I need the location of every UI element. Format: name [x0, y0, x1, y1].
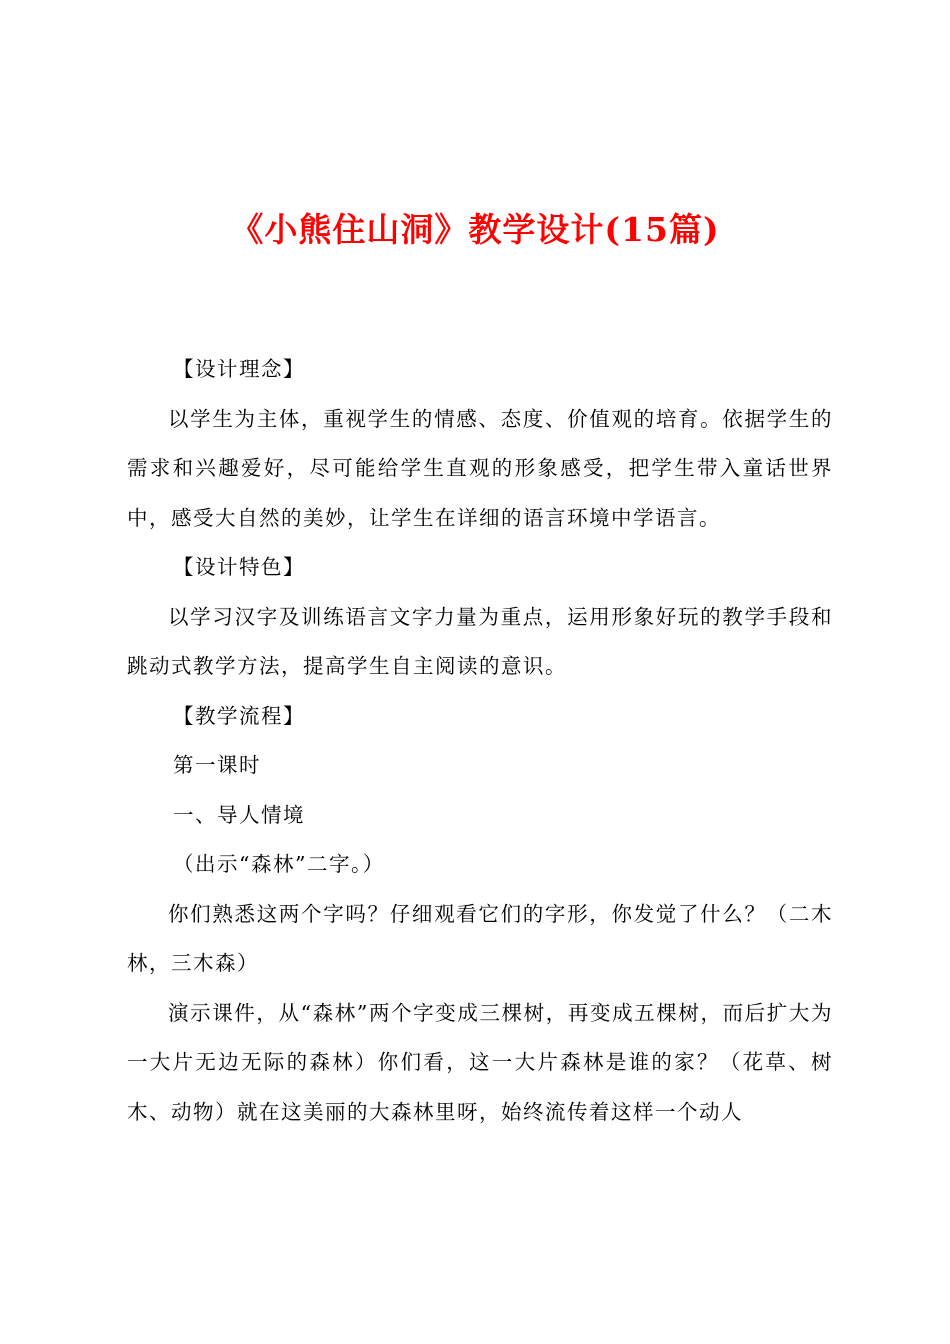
design-features-paragraph: 以学习汉字及训练语言文字力量为重点，运用形象好玩的教学手段和跳动式教学方法，提高学生自主阅读的意识。 — [127, 604, 833, 678]
step-one-label: 一、导人情境 — [173, 802, 305, 827]
design-concept-paragraph: 以学生为主体，重视学生的情感、态度、价值观的培育。依据学生的需求和兴趣爱好，尽可能给学生直观的形象感受，把学生带入童话世界中，感受大自然的美妙，让学生在详细的语言环境中学语言。 — [127, 406, 833, 530]
document-body — [127, 345, 833, 1137]
show-words-note: （出示“森林”二字。） — [173, 852, 385, 876]
design-features-heading: 【设计特色】 — [173, 555, 305, 579]
question-paragraph: 你们熟悉这两个字吗？仔细观看它们的字形，你发觉了什么？（二木林，三木森） — [127, 901, 833, 975]
design-concept-heading: 【设计理念】 — [173, 357, 305, 381]
teaching-process-heading: 【教学流程】 — [173, 703, 305, 728]
document-title: 《小熊住山洞》教学设计(15篇) — [230, 210, 720, 249]
demo-paragraph: 演示课件，从“森林”两个字变成三棵树，再变成五棵树，而后扩大为一大片无边无际的森林）你们看，这一大片森林是谁的家？（花草、树木、动物）就在这美丽的大森林里呀，始终流传着这样一个动人 — [127, 1000, 833, 1124]
lesson-label: 第一课时 — [173, 753, 261, 777]
